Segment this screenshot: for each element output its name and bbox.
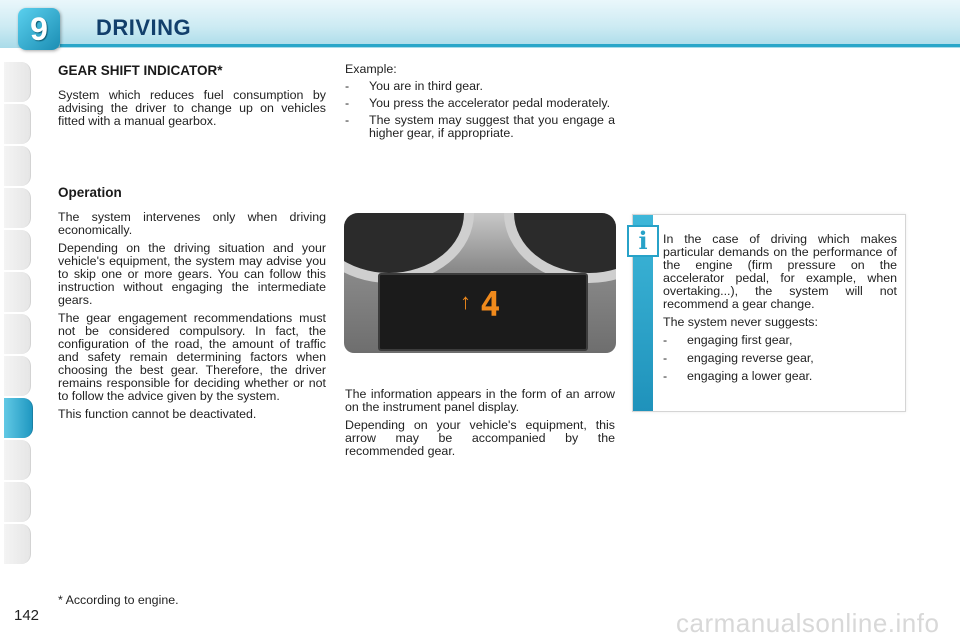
footnote: * According to engine. — [58, 593, 179, 607]
display-description — [345, 388, 615, 463]
chapter-tab[interactable] — [4, 62, 31, 102]
chapter-title: DRIVING — [96, 15, 192, 40]
recommended-gear: 4 — [480, 285, 501, 325]
info-box — [632, 214, 906, 412]
header-rule — [60, 44, 960, 47]
operation-text — [58, 211, 326, 426]
chapter-tab[interactable] — [4, 356, 31, 396]
chapter-tab[interactable] — [4, 188, 31, 228]
instrument-panel-image — [344, 213, 616, 353]
operation-paragraph: This function cannot be deactivated. — [58, 407, 257, 421]
info-icon: i — [627, 225, 659, 257]
info-content — [663, 233, 897, 388]
chapter-tab[interactable] — [4, 314, 31, 354]
chapter-tab[interactable] — [4, 230, 31, 270]
info-never-item: - engaging a lower gear. — [663, 369, 813, 383]
watermark: carmanualsonline.info — [676, 608, 940, 638]
section-intro: System which reduces fuel consumption by advising the driver to change up on vehicles fitted with a manual gearbox. — [58, 88, 326, 128]
page-number: 142 — [14, 607, 40, 624]
chapter-tab-active[interactable] — [4, 398, 33, 438]
gear-display — [378, 273, 588, 351]
chapter-tab[interactable] — [4, 146, 31, 186]
chapter-badge: 9 — [18, 8, 60, 50]
example-item: - The system may suggest that you engage a higher gear, if appropriate. — [345, 113, 615, 140]
info-never-item: - engaging reverse gear, — [663, 351, 814, 365]
display-paragraph: The information appears in the form of an arrow on the instrument panel display. — [345, 387, 615, 414]
operation-paragraph: The system intervenes only when driving economically. — [58, 210, 326, 237]
example-block — [345, 63, 615, 144]
operation-title: Operation — [58, 185, 122, 200]
chapter-tab[interactable] — [4, 440, 31, 480]
operation-paragraph: The gear engagement recommendations must not be considered compulsory. In fact, the configuration of the road, the amount of traffic and safety remain determining factors when choosing the best gear. Therefore, the driver remains responsible for deciding whether or not to follow the advice given by the system. — [58, 311, 326, 403]
example-item: - You press the accelerator pedal moderately. — [345, 96, 611, 110]
info-never-title: The system never suggests: — [663, 315, 818, 329]
chapter-tab[interactable] — [4, 104, 31, 144]
info-paragraph: In the case of driving which makes particular demands on the performance of the engine (firm pressure on the accelerator pedal, for example, when overtaking...), the system will not recommend a gear change. — [663, 232, 897, 311]
chapter-tab[interactable] — [4, 524, 31, 564]
example-item: - You are in third gear. — [345, 79, 483, 93]
display-paragraph: Depending on your vehicle's equipment, this arrow may be accompanied by the recommended gear. — [345, 418, 615, 458]
section-title: GEAR SHIFT INDICATOR* — [58, 63, 223, 78]
chapter-tab[interactable] — [4, 272, 31, 312]
chapter-tabs — [0, 62, 34, 574]
up-arrow-icon: ↑ — [460, 289, 471, 314]
info-never-item: - engaging first gear, — [663, 333, 793, 347]
chapter-tab[interactable] — [4, 482, 31, 522]
example-title: Example: — [345, 62, 397, 76]
operation-paragraph: Depending on the driving situation and your vehicle's equipment, the system may advise you to skip one or more gears. You can follow this instruction without engaging the intermediate gears. — [58, 241, 326, 307]
